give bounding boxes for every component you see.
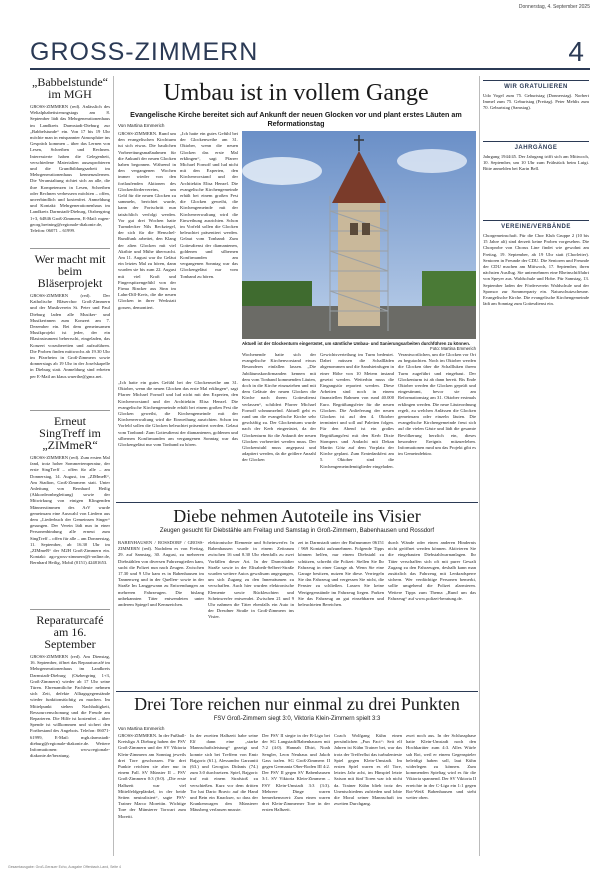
blaeserprojekt-body: GROSS-ZIMMERN (red). Der Katholische Bläserchor Groß-Zimmern und der Musikverein St. Peter und Paul Dieburg laden alle Musiker- und Musikerinnen zum Konzert am 7. Dezember ein. Bei dem gemeinsamen Musikprojekt ist jeder, der ein Blasinstrument beherrscht, eingeladen, das Konzert vorzubereiten und aufzuführen. Die Proben finden mittwochs ab 19.30 Uhr im Pfarrheim in Groß-Zimmern sowie donnerstags ab 19 Uhr in der Josefskapelle in Dieburg statt. Anmeldung sind erbeten per E-Mail an klaus.wuerthe@gmx.net. [30, 293, 110, 379]
fussball-headline: Drei Tore reichen nur einmal zu drei Punkten [134, 694, 460, 714]
church-tower-scaffold-image [242, 131, 476, 339]
babbelstunde-title: „Babbelstunde“ im MGH [32, 75, 108, 101]
church-tower-photo [242, 131, 476, 339]
issue-date: Donnerstag, 4. September 2025 [518, 4, 590, 10]
photo-caption: Aktuell ist der Glockenturm eingerüstet, um sämtliche Umbau- und Sanierungsarbeiten durchführen zu können. [242, 341, 471, 346]
vereine-body: Chorgemeinschaft. Für die Chor Klub Gruppe 2 (10 bis 15 Jahre alt) sind derzeit keine Proben vorgesehen. Die Chorprobe von Chorus Line findet wie gewohnt am Freitag, 19. September, ab 19 Uhr statt (Chorleiter). Senioren in Freunde der CDU. Die Senioren und Freunde der CDU machen am Mittwoch, 17. September, ihren nächsten Ausflug. Sie unternehmen eine Rheinschifffahrt von Speyer aus. Waldschule und Hobe. Für Samstag, 13. September laden der Förderverein Waldschule und der Sponsor zur Sommerparty ein. Naturschutzscheune. Evangelische Kirche. Die evangelische Kirchengemeinde lädt am Sonntag zum Gottesdienst ein. [483, 233, 589, 307]
fussball-author: Von Martina Emmerich [118, 726, 165, 731]
jahrgaenge-head: JAHRGÄNGE [514, 145, 558, 151]
diebe-col-1: BABENHAUSEN / ROSSDORF / GROSS-ZIMMERN (red). Nachdem es von Freitag, 29. auf Samstag, 30. August, zu mehreren Diebstählen von diversen Fahrzeugteilen kam, sucht die Polizei nun nach Zeugen. Zwischen 17.30 und 9 Uhr kam es in Babenhausen im Tannenweg und in der Quellen- sowie in der Straße Im Langgewann zu Entwendungen an mehreren Fahrzeugen. Die bislang unbekannten Täter entwendeten unter anderem Spiegel und Kennzeichen. [118, 540, 204, 608]
blaeserprojekt-title: Wer macht mit beim Bläserprojekt [34, 252, 106, 290]
diebe-col-2: elektronische Elemente und Scheinwerfer. In Babenhausen wurde in einem Zeitraum zwischen 16 und 8.30 Uhr ebenfalls zu zwei Vorfällen dieser Art. In der Darmstädter Straße sowie in der Elisabeth-Selbert-Straße wurden weitere Autos gewaltsam angegangen, um sich Zugang zu den Innenräumen zu verschaffen. Auch hier wurden elektronische Elemente sowie Rückleuchten und Scheinwerfer entwendet. Zwischen 21 und 9 Uhr nahmen die Täter ebenfalls ein Auto in der Dresdner Straße in Groß-Zimmern ins Visier. [208, 540, 294, 620]
main-col-3: Wochenende hatte sich der evangelische Kirchenvorstand etwas Besonderes einfallen lassen. „Die Jubiläumskonfirmanden kennen mit dem vom Tonband kommenden Läuten, doch in die Kirche einzuziehen und mit dem Geläute der neuen Glocken die Kirche nach ihrem Gottesdienst verlassen“, schildert Pfarrer Michael Fornoff schmunzelnd. Aktuell geht es rund um die evangelische Kirche sehr geschäftig zu. Der Glockenturm wurde nach der Kerb eingerüstet, da der Glockenturm für die Ankunft der neuen Glocken vorbereitet werden muss. Der Glockenstuhl muss angepasst und adaptiert werden, da die größere Anzahl der Glocken [242, 352, 316, 463]
jahrgaenge-body: Jahrgang 1944/45. Der Jahrgang trifft sich am Mittwoch, 10. September, um 10 Uhr zum Frühstück beim Luigi. Bitte anmelden bei Karin Bell. [483, 154, 589, 172]
main-headline: Umbau ist in vollem Gange [163, 80, 429, 106]
right-sidebar [483, 80, 589, 813]
fussball-subheadline: FSV Groß-Zimmern siegt 3:0, Viktoria Klein-Zimmern spielt 3:3 [213, 716, 381, 722]
wir-gratulieren-body: Udo Vogel zum 75. Geburtstag (Donnerstag). Norbert Immel zum 75. Geburtstag (Freitag). Peter Mehlis zum 70. Geburtstag (Samstag). [483, 93, 589, 111]
diebe-col-3: zei in Darmstadt unter der Rufnummer 06151 / 969 Kontakt aufzunehmen. Folgende Tipps können helfen, nur einem Diebstahl zu schützen, schreibt die Polizei: Stellen Sie Ihr Fahrzeug in einer Garage ab. Wenn Sie eine Garage besitzen, nutzen Sie diese. Verriegeln Sie das Fahrzeug und vergessen Sie nicht, die Fenster zu schließen. Lassen Sie keine Wertgegenstände im Fahrzeug liegen. Parken Sie das Fahrzeug an gut einsehbaren und beleuchteten Bereichen. [298, 540, 384, 608]
diebe-col-4: durch Wände oder einen anderen Hindernis nicht geöffnet werden können. Aktivieren Sie die eingebauten Diebstahlwarnanlagen. Ihr Täter verschaffen sich oft mit purer Gewalt Zugang zu den Fahrzeugen, deshalb kann man zusätzlich das Fahrzeug mit Lenkradsperre sichern. Wer verdächtige Personen bemerkt, sollte umgehend die Polizei alarmieren. Weitere Tipps zum Thema „Rund um das Fahrzeug“ auf www.polizei-beratung.de. [388, 540, 476, 601]
fussball-col-5: zwei noch aus. In der Schlussphase hatte Klein-Umstadt noch den Hochkaräter zum 4:3. Alles Würfe sah Rot, weil er einem Gegenspieler beleidigt haben soll, laut Kühn widerlegen zu können. Zum kommenden Spieltag wird es für die Viktoria spannend. Der SV Viktoria II erreichte in der C-Liga ein 1:1 gegen Rot-Weiß Babenhausen und steht weiter oben. [406, 733, 476, 801]
main-col-1: GROSS-ZIMMERN. Rund um den evangelischen Kirchturm tut sich etwas. Die baulichen Vorbereitungsmaßnahmen für die Ankunft der neuen Glocken haben begonnen. Während in den vergangenen Wochen immer wieder von den fortlaufenden Aktionen des Glockenfördervereins, um Geld für die neuen Glocken zu sammeln, berichtet wurde, kann der Fortschritt nun tatsächlich verfolgt werden. Vor gut drei Wochen hatte Turmdecker Nils Reckziegel, der sich für die Henschel-Rundfunk arbeitet, den Klang der alten Glocken mit viel Akribie und Mühe überwacht. Am 11. August war ihr Geläut ein letztes Mal zu hören, dann wurden sie bis zum 22. August mit viel Kraft und Fingerspitzengefühl von der Firma Rincker aus Sinn im Lahn-Dill-Kreis, die die neuen Glocken in ihrer Werkstatt gossen, demontiert. [118, 131, 176, 310]
diebe-headline: Diebe nehmen Autoteile ins Visier [173, 506, 421, 526]
footer-note: Gesamtausgabe: Groß-Gerauer Echo, Ausgabe Offenbach-Land, Seite 4 [8, 865, 121, 869]
vereine-head: VEREINE/VERBÄNDE [501, 224, 571, 230]
main-col-1b: „Ich hatte ein gutes Gefühl bei der Glockenweihe am 31. Oktober, wenn die neuen Glocken das erste Mal erklingen“, sagt Pfarrer Michael Fornoff und lud nicht mit den Experten, den Kirchenvorstand und der Architektin Elisa Henzel. Die evangelische Kirchengemeinde erhält bei einem großen Fest die Glocken geweiht, die Kirchengemeinde mit der Kirchenverwaltung wird die Einweihung ausrichten. Schon im Vorfeld sollen die Glocken beleuchtet präsentiert werden. Gelaut vom Tonband: Zum Gottesdienst der diamantenen, goldenen und silbernen Konfirmanden am vergangenen Sonntag war das Glockengeläut nur vom Tonband zu hören. [118, 380, 238, 448]
section-title: GROSS-ZIMMERN [30, 38, 259, 66]
main-col-4: Gewichtsverteilung im Turm bedeutet. Dabei müssen die Schallläden abgenommen und die Sandsteinfugen in einer Höhe von 10 Metern instand gesetzt werden. Weiterhin muss die Eingangstür repariert werden. Diese Arbeiten sind noch in einem finanziellen Rahmen von rund 40.000 Euro. Begrüßungsfeier für die neuen Glocken. Die Anlieferung der neuen Glocken ist auf den 4. Oktober terminiert und soll auf Paletten folgen. Für den Abend ist ein großes Begrüßungsfest mit den Kerb Dixie Stompers und Andacht mit Dekan Martin Götz auf dem Vorplatz der Kirche geplant. Zum Erntedankfest am 5. Oktober sind die Kirchengemeindemitglieder eingeladen. [320, 352, 394, 469]
left-sidebar [30, 76, 110, 854]
fussball-col-1: GROSS-ZIMMERN. In der Fußball-Kreisliga A Dieburg haben der FSV Groß-Zimmern und der SV Viktoria Klein-Zimmern am Sonntag jeweils drei Tore geschossen. Für drei Punkte reichten sie aber nur in einem Fall. SV Münster II – FSV Groß-Zimmern 0:3 (0:0). „Die erste Halbzeit war viel Mittelfeldgeplänkel, in der beide Seiten neutralisiert“, sagte FSV-Trainer Marco Morettin. Wichtige Tore der Münsterer Torwart zum Moretti. [118, 733, 186, 819]
header-rule [30, 68, 590, 70]
main-subheadline: Evangelische Kirche bereitet sich auf Ankunft der neuen Glocken vor und plant erstes Läuten am Reformationstag [130, 110, 462, 128]
fussball-col-4: Coach Wolfgang Kühn einen persönlichen „Fun Fact“: Seit elf Jahren ist Kühn Trainer bei, war das trotz der Trefferflut das turbulenteste Spiel gegen Klein-Umstadt. Im ersten Spiel waren es elf Tore, letztes Jahr acht, im Hinspiel letzte Saison mit fünf Toren war ich nicht da. Trainer Kühn blieb trotz des Unentschiedens zufrieden und lobte die Moral seiner Mannschaft im zweiten Durchgang. [334, 733, 402, 807]
main-author: Von Martina Emmerich [118, 123, 165, 128]
reparaturcafe-title: Reparaturcafé am 16. September [36, 613, 104, 651]
photo-credit: Foto: Martina Emmerich [430, 346, 476, 351]
main-col-2: „Ich hatte ein gutes Gefühl bei der Glockenweihe am 31. Oktober, wenn die neuen Glocken das erste Mal erklingen“, sagt Pfarrer Michael Fornoff und lud nicht mit den Experten, den Kirchenvorstand und der Architektin Elisa Henzel. Die evangelische Kirchengemeinde erhält bei einem großen Fest die Glocken geweiht, die Kirchengemeinde mit der Kirchenverwaltung wird die Einweihung ausrichten. Schon im Vorfeld sollen die Glocken beleuchtet präsentiert werden. Gelaut vom Tonband: Zum Gottesdienst der diamantenen, goldenen und silbernen Konfirmanden am vergangenen Sonntag war das Glockengeläut nur vom Tonband zu hören. [180, 131, 238, 279]
diebe-subheadline: Zeugen gesucht für Diebstähle am Freitag und Samstag in Groß-Zimmern, Babenhausen und Rossdorf [159, 528, 435, 534]
main-col-5: Verantwortlichen, um die Glocken vor Ort zu begutachten. Noch im Oktober werden die Glocken über die Schallluken ihrem Turm zugeführt und eingebaut. Der Glockenturm ist ab dann bereit. Bis Ende Oktober werden die Glocken geprüft und eingestimmt, bevor sie am Reformationstag am 31. Oktober erstmals erklingen werden. Die neue Läuteordnung regelt, zu welchen Anlässen die Glocken gemeinsam oder einzeln läuten. Die evangelische Kirchengemeinde freut sich auf die vielen Gäste und lädt die gesamte Bevölkerung herzlich ein, dieses besondere Ereignis mitzuerleben. Informationen rund um das Projekt gibt es im Gemeindebüro. [398, 352, 476, 457]
singtreff-title: Erneut SingTreff im „ZIMmeR“ [39, 414, 101, 452]
page-number: 4 [568, 36, 584, 67]
babbelstunde-body: GROSS-ZIMMERN (red). Anlässlich des Weltalphabetisierungstags am 8. September lädt das Mehrgenerationenhaus im Landkreis Darmstadt-Dieburg zur „Babbelstunde“ ein. Von 17 bis 19 Uhr möchte man in entspannter Atmosphäre ins Gespräch kommen – über das Lernen von Lesen, Schreiben und Rechnen. Interessierte haben die Gelegenheit, verschiedene Materialien auszuprobieren und die Grundbildungsarbeit im Mehrgenerationenhaus kennenzulernen. Die Veranstaltung richtet sich an alle, die ihre Kompetenzen in Lesen, Schreiben oder Rechnen verbessern möchten – offen, unverbindlich und kostenfrei. Anmeldung und Kontakt: Mehrgenerationenhaus im Landkreis Darmstadt-Dieburg, Otzbergring 1+3, 64846 Groß-Zimmern, E-Mail: mgen-georg.breining@regionale-diakonie.de, Telefon: 06071 – 61999. [30, 104, 110, 234]
fussball-col-3: Der FSV II siegte in der B-Liga bei der SG Langstadt/Babenhausen mit 7:2 (4:0). Hannah Dhiri, Noah Sengler, Leon Neuhaus und Jakob Gass trafen. SG Groß-Zimmern II gegen Germania Ober-Roden III 4:2. Der FSV II gegen SV Babenhausen 3:1. SV Viktoria Klein-Zimmern – FSV Klein-Umstadt 3:3 (3:3). Mehrere Dinge waren bemerkenswert: Zum einen waren drei Klein-Zimmerner Tore in der ersten Halbzeit. [262, 733, 330, 813]
reparaturcafe-body: GROSS-ZIMMERN (red). Am Dienstag, 16. September, öffnet das Reparaturcafé im Mehrgenerationenhaus im Landkreis Darmstadt-Dieburg (Otzbergring 1+3, Groß-Zimmern) wieder ab 17 Uhr seine Türen. Ehrenamtliche Fachleute nehmen sich Zeit, defekte Alltagsgegenstände wieder funktionstüchtig zu machen. Im Mittelpunkt stehen Nachhaltigkeit, Ressourcenschonung und die Freude am Reparieren. Die Hilfe ist kostenfrei – über Spende ist willkommen und sichert den Fortbestand des Angebots. Telefon: 06071-61999, E-Mail: mgh.darmstadt-dieburg@regionale-diakonie.de. Weitere Informationen: www.regionale-diakonie.de/beratung. [30, 654, 110, 759]
wir-gratulieren-head: WIR GRATULIEREN [504, 84, 568, 90]
fussball-col-2: In der zweiten Halbzeit habe seine Elf dann eine „starke Mannschaftsleistung“ gezeigt und konnte sich bei Treffern von Emir Bajgoric (61.), Alessandro Garzaniti (63.) und Georgios Didanis (74.) zum 3:0 durchsetzen. Spiel, Bajgoric traf mit einem Strafstoß zu verschießen. Kurz vor dem dritten Tor hat Dario Bravic auf die Hand und Bein ein Knackser, so dass der Krankenwagen den Münsterer Mäusberg verlassen musste. [190, 733, 258, 813]
singtreff-body: GROSS-ZIMMERN (red). Zum ersten Mal fand, trotz hoher Sommertemperatur, der erste SingTreff – offen für alle – am Donnerstag, 14. August, im „ZIMmeR“, Am Stadion, Groß-Zimmern statt. Unter Anleitung von Bernhard Heilig (Akkordeonbegleitung) sowie der Mitwirkung von einigen Klingenden Männerstimmen des ArV wurde gemeinsam eine Auswahl von Liedern aus dem „Liederbuch der Gemeinsen Singer“ gesungen. Der Verein lädt nun in einer Personenbindung alle erneut zum SingTreff – offen für alle – am Donnerstag, 11. September, ab 16.30 Uhr im „ZIMmeR“ der M2H Groß-Zimmern ein. Kontakt: ago-gross-zimmern@t-online.de, Bernhard Heilig, Mobil (0151) 42481653. [30, 455, 110, 566]
